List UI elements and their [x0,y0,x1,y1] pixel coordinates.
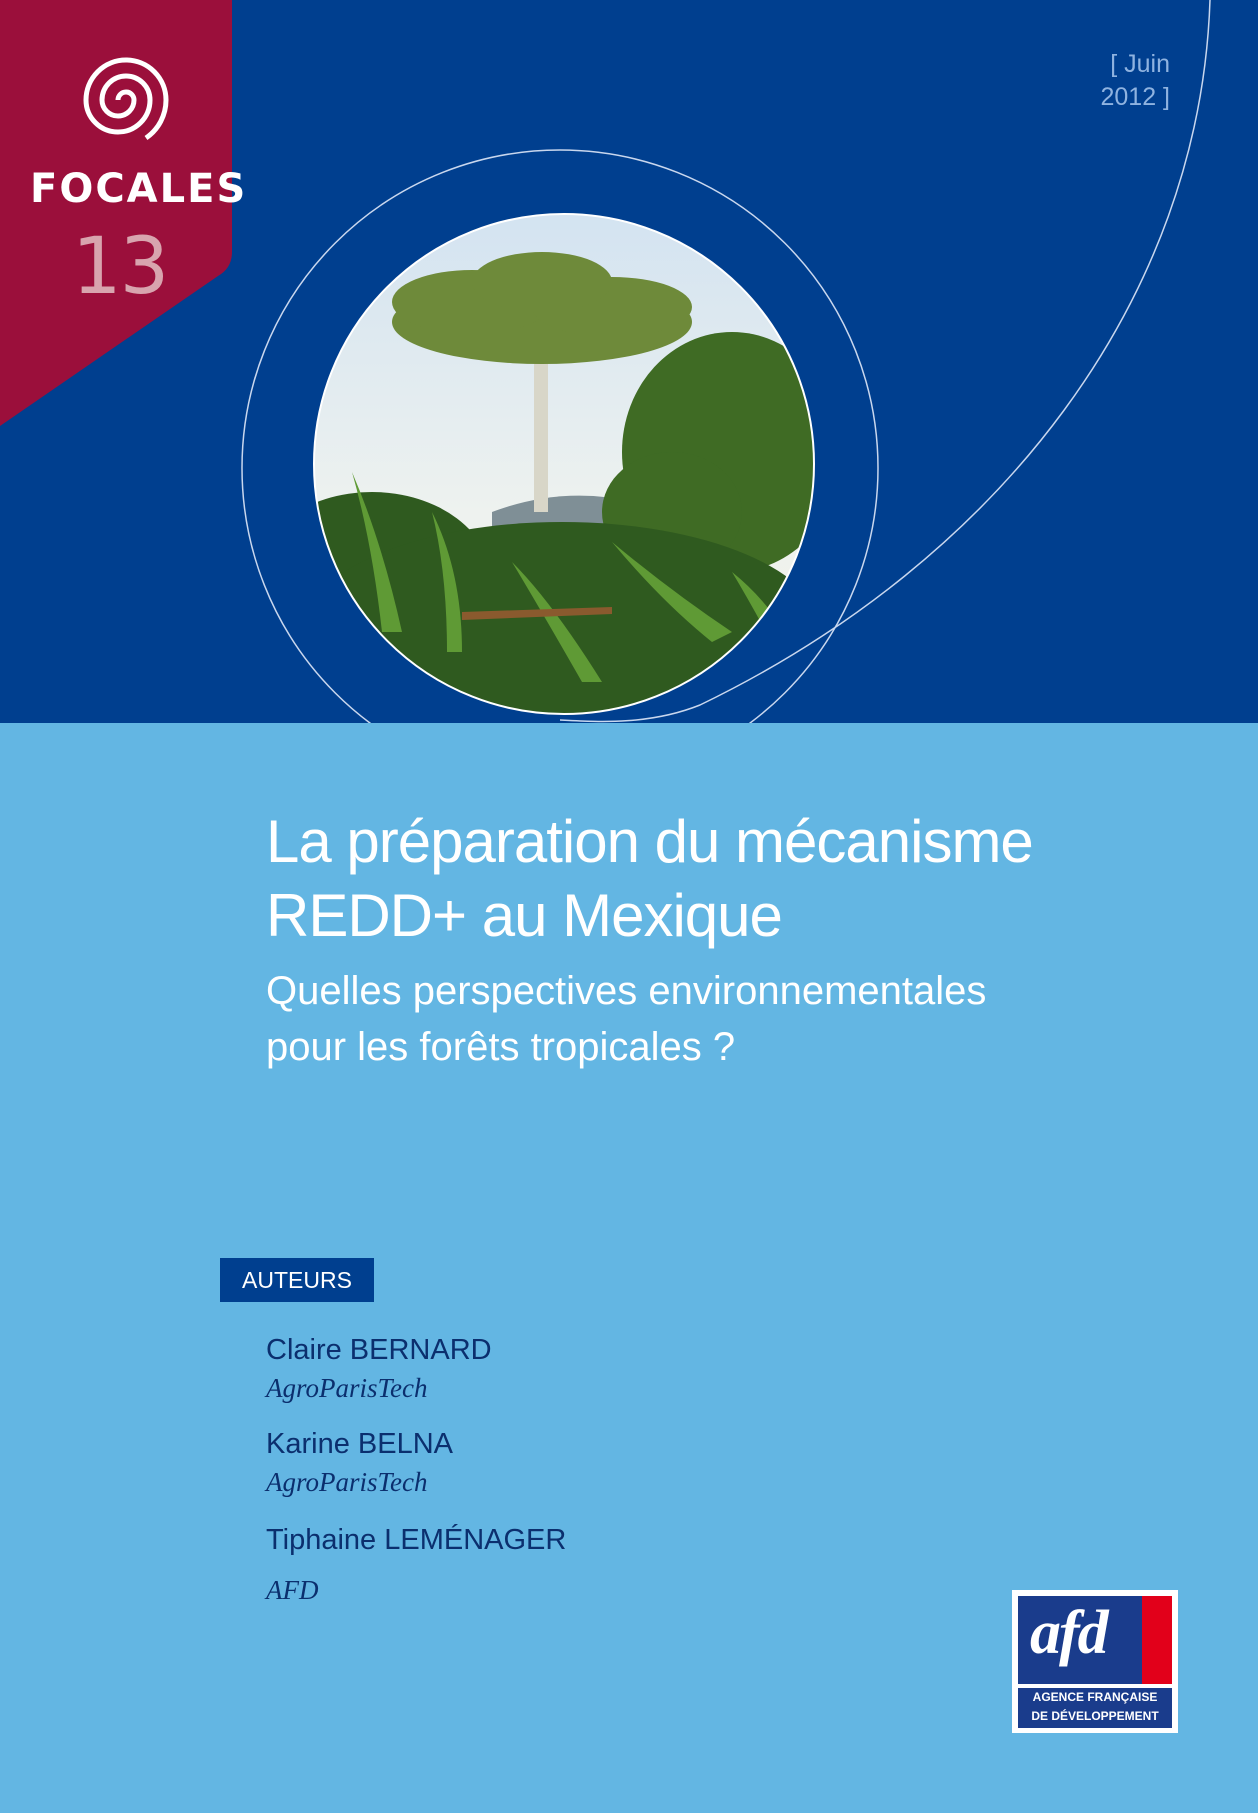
author-name: Claire BERNARD [266,1334,492,1366]
afd-logo-word: afd [1030,1599,1107,1667]
focales-corner-tab [0,0,248,430]
issue-date [1060,48,1170,114]
afd-logo-red-stripe [1142,1596,1172,1684]
document-title-line-2: REDD+ au Mexique [266,882,782,949]
afd-agency-line-1: AGENCE FRANÇAISE [1032,1690,1158,1704]
afd-logo [1012,1590,1178,1733]
title-block [266,805,1226,1075]
document-subtitle-line-2: pour les forêts tropicales ? [266,1025,736,1069]
document-title-line-1: La préparation du mécanisme [266,808,1033,875]
authors-label: AUTEURS [220,1258,374,1302]
author-name: Tiphaine LEMÉNAGER [266,1524,567,1556]
issue-date-month: [ Juin [1110,50,1170,78]
tree-trunk [534,362,548,512]
afd-agency-name [1018,1688,1172,1728]
author-affiliation: AFD [266,1575,319,1605]
issue-date-year: 2012 ] [1100,83,1170,111]
author-name: Karine BELNA [266,1428,453,1460]
series-number: 13 [72,222,168,312]
series-name: FOCALES [30,166,248,212]
cover-photo [312,212,816,716]
author-affiliation: AgroParisTech [266,1373,428,1403]
author-affiliation: AgroParisTech [266,1467,428,1497]
document-subtitle-line-1: Quelles perspectives environnementales [266,969,987,1013]
afd-agency-line-2: DE DÉVELOPPEMENT [1031,1709,1159,1723]
afd-logo-mark [1018,1596,1172,1684]
